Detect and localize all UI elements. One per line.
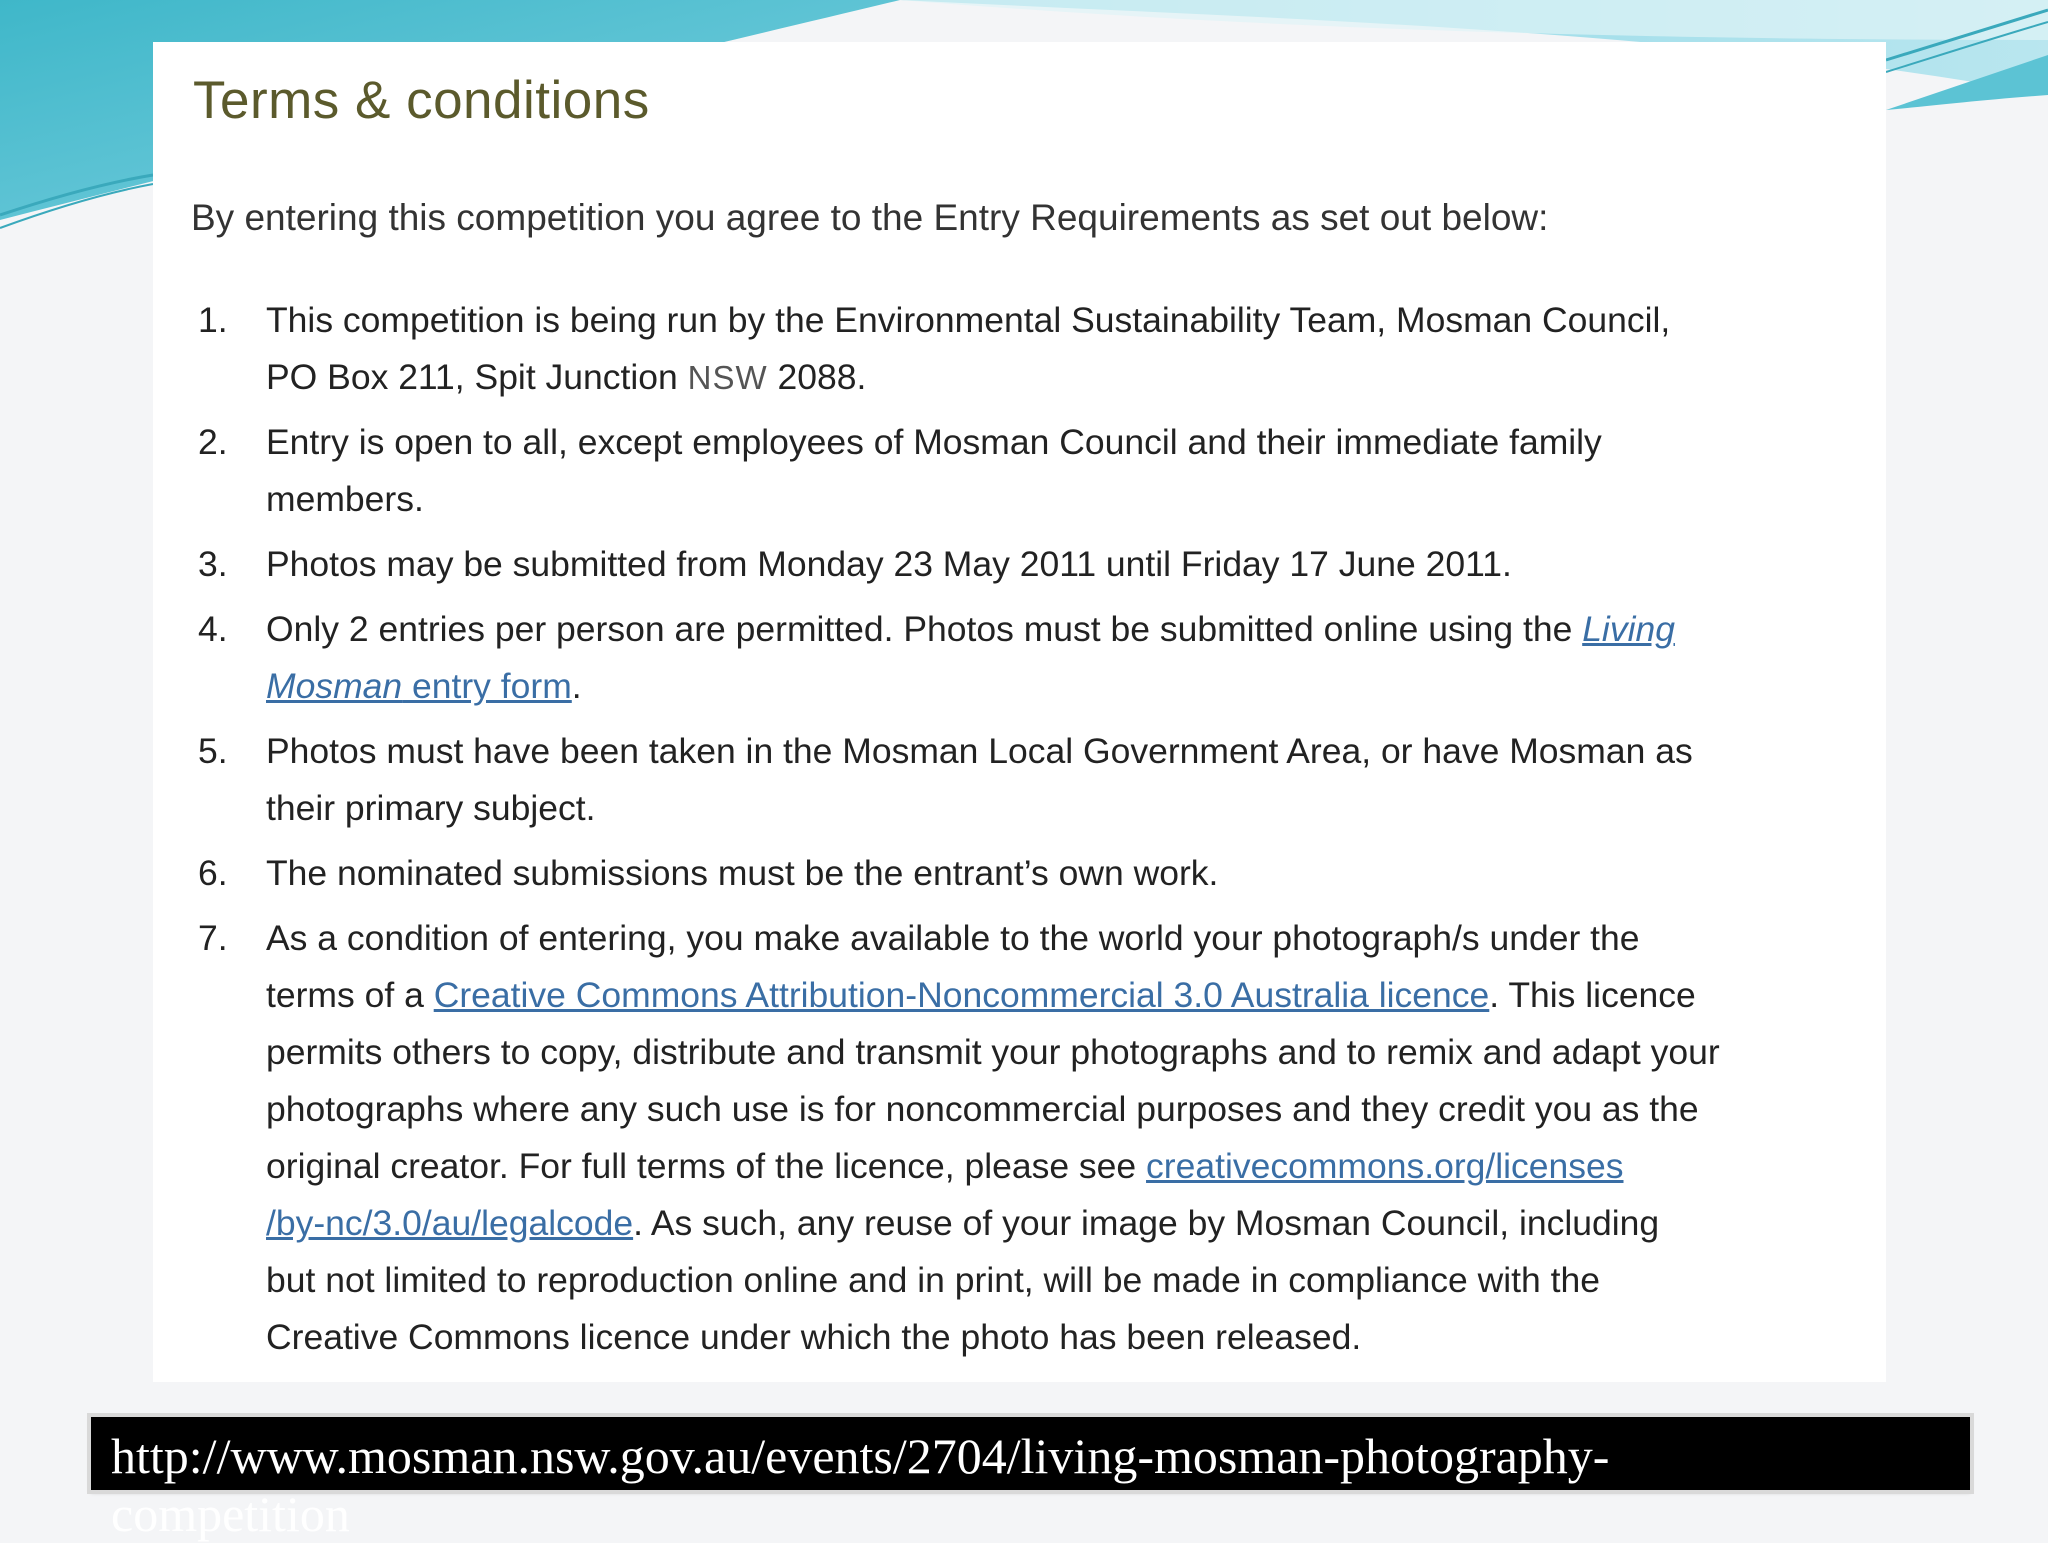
- terms-list: [193, 292, 1843, 1374]
- page-title: Terms & conditions: [193, 71, 650, 130]
- term-text-part: . As such, any reuse of your image by Mosman Council, including but not limited to reproduction online and in print, will be made in compliance with the Creative Commons licence under which the photo has been released.: [266, 1203, 1660, 1357]
- term-item-4: [193, 601, 1843, 715]
- term-number: 5.: [198, 731, 228, 771]
- term-item-5: [193, 723, 1843, 837]
- term-number: 1.: [198, 300, 228, 340]
- term-text: [266, 609, 1675, 706]
- term-text: [266, 300, 1670, 397]
- term-item-7: [193, 910, 1843, 1366]
- link-italic-part: Living Mosman: [266, 609, 1675, 706]
- term-nsw: NSW: [687, 359, 768, 396]
- term-text-part: 2088.: [767, 357, 867, 397]
- link-rest-part: entry form: [402, 666, 572, 706]
- term-item-2: [193, 414, 1843, 528]
- term-number: 7.: [198, 918, 228, 958]
- legalcode-link[interactable]: creativecommons.org/licenses /by-nc/3.0/au/legalcode: [266, 1146, 1624, 1243]
- term-item-3: [193, 536, 1843, 593]
- term-number: 2.: [198, 422, 228, 462]
- term-text-part: This competition is being run by the Environmental Sustainability Team, Mosman Council, PO Box 211, Spit Junction: [266, 300, 1671, 397]
- term-text: The nominated submissions must be the entrant’s own work.: [266, 853, 1219, 893]
- term-text: Photos may be submitted from Monday 23 May 2011 until Friday 17 June 2011.: [266, 544, 1512, 584]
- intro-text: By entering this competition you agree to the Entry Requirements as set out below:: [191, 197, 1549, 238]
- term-text: Entry is open to all, except employees of Mosman Council and their immediate family members.: [266, 422, 1602, 519]
- term-text-part: Only 2 entries per person are permitted. Photos must be submitted online using the: [266, 609, 1583, 649]
- term-number: 3.: [198, 544, 228, 584]
- term-item-1: [193, 292, 1843, 406]
- term-text-part: . This licence permits others to copy, distribute and transmit your photographs and to remix and adapt your photographs where any such use is for noncommercial purposes and they credit you as the original creator. For full terms of the licence, please see: [266, 975, 1720, 1186]
- term-number: 4.: [198, 609, 228, 649]
- terms-panel: [153, 42, 1886, 1382]
- source-url-text: http://www.mosman.nsw.gov.au/events/2704/living-mosman-photography- competition: [111, 1428, 1610, 1542]
- term-text-part: As a condition of entering, you make available to the world your photograph/s under the terms of a: [266, 918, 1640, 1015]
- term-item-6: [193, 845, 1843, 902]
- term-text-part: .: [571, 666, 582, 706]
- source-url-bar: [91, 1417, 1970, 1542]
- creative-commons-licence-link[interactable]: Creative Commons Attribution-Noncommercial 3.0 Australia licence: [433, 975, 1490, 1015]
- term-text: [266, 918, 1720, 1357]
- term-text: Photos must have been taken in the Mosman Local Government Area, or have Mosman as their primary subject.: [266, 731, 1693, 828]
- term-number: 6.: [198, 853, 228, 893]
